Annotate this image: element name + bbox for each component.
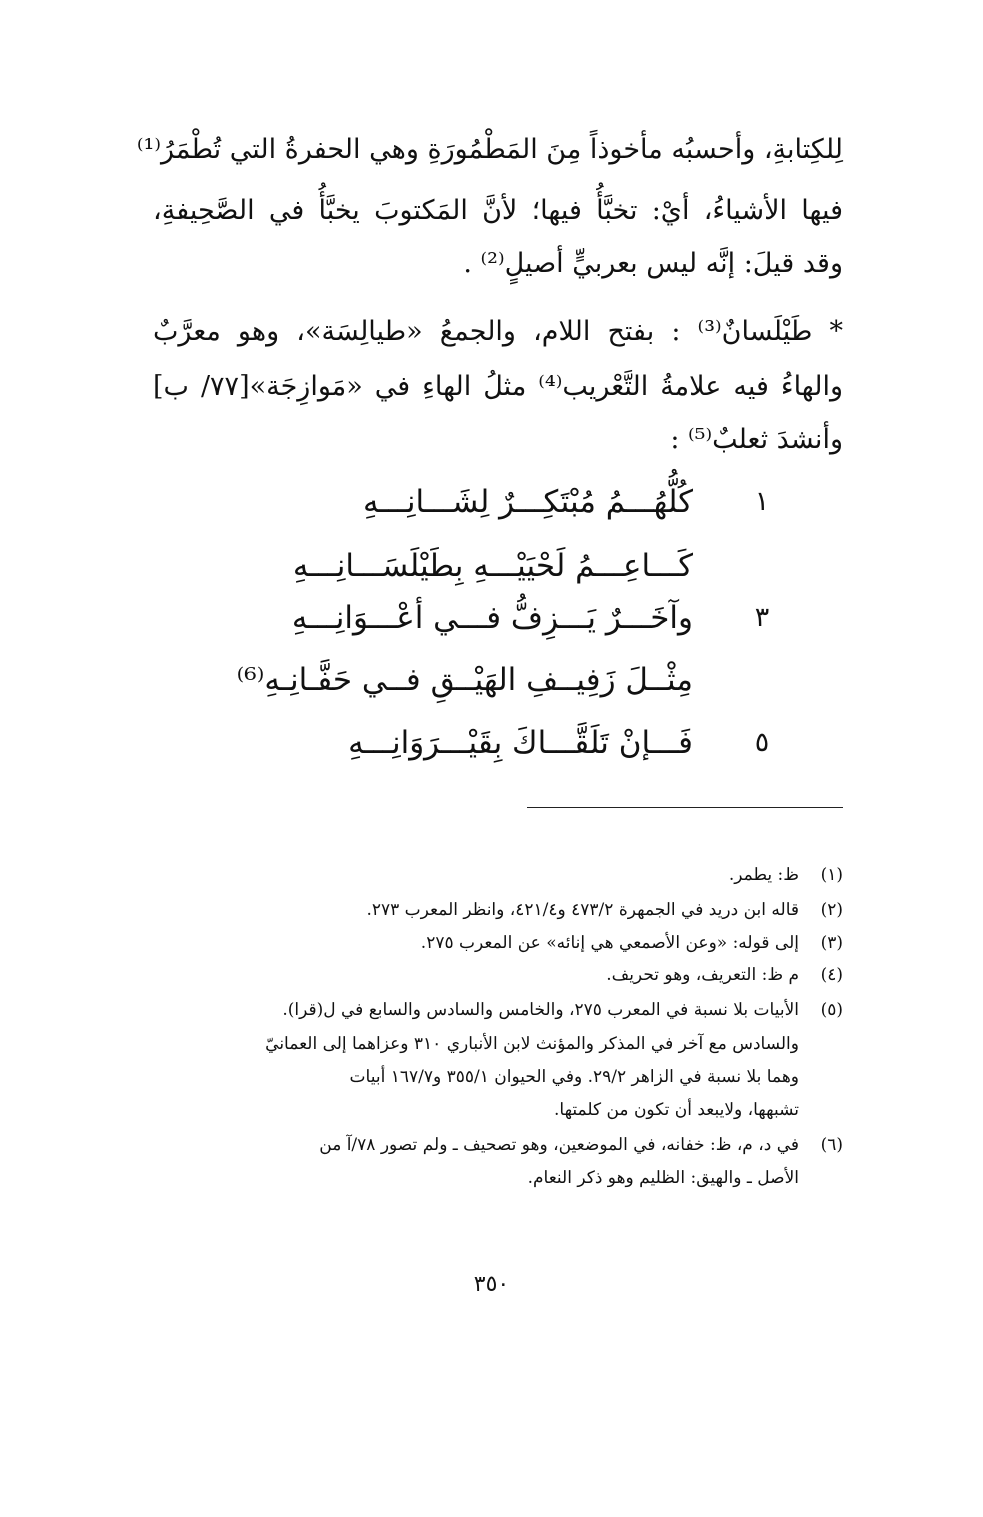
verse-line: كَـــاعِـــمُ لَحْيَيْـــهِ بِطَيْلَسَـــانِـــهِ — [292, 548, 693, 584]
footnote-text: الأبيات بلا نسبة في المعرب ٢٧٥، والخامس والسادس والسابع في ل(قرا). — [282, 1000, 799, 1020]
entry-taylasan-line-2: والهاءُ فيه علامةُ التَّعْريب⁽⁴⁾ مثلُ الهاءِ في «مَوازِجَة»[٧٧/ ب] — [153, 371, 844, 402]
footnote-number: (٢) — [820, 900, 843, 920]
footnote-5-line-4: تشبهها، ولايبعد أن تكون من كلمتها. — [553, 1100, 799, 1120]
footnote-text: م ظ: التعريف، وهو تحريف. — [606, 965, 799, 985]
verse-line: كُلُّهُـــمُ مُبْتَكِـــرٌ لِشَـــانِـــهِ — [363, 484, 693, 520]
entry-taylasan-line-1: * طَيْلَسانٌ⁽³⁾ : بفتح اللام، والجمعُ «طيالِسَة»، وهو معرَّبٌ — [153, 316, 843, 347]
main-text-line-3: وقد قيلَ: إنَّه ليس بعربيٍّ أصيلٍ⁽²⁾ . — [463, 248, 843, 279]
verse-line: مِثْــلَ زَفِيــفِ الهَيْــقِ فــي حَفَّـانِـهِ⁽⁶⁾ — [236, 662, 693, 698]
footnote-4 — [606, 962, 843, 989]
verse-number: ٥ — [754, 727, 770, 758]
entry-taylasan-line-3: وأنشدَ ثعلبٌ⁽⁵⁾ : — [670, 424, 843, 455]
page-number: ٣٥٠ — [473, 1272, 510, 1297]
footnote-text: إلى قوله: «وعن الأصمعي هي إنائه» عن المعرب ٢٧٥. — [420, 933, 799, 953]
footnote-number: (٥) — [820, 1000, 843, 1020]
footnote-1 — [729, 862, 843, 889]
footnote-5-line-3: وهما بلا نسبة في الزاهر ٢٩/٢. وفي الحيوان ٣٥٥/١ و١٦٧/٧ أبيات — [349, 1067, 799, 1087]
verse-line: وآخَـــرٌ يَـــزِفُّ فـــي أعْـــوَانِـــهِ — [291, 600, 693, 636]
footnote-divider — [527, 807, 843, 808]
footnote-6-line-2: الأصل ـ والهيق: الظليم وهو ذكر النعام. — [527, 1168, 799, 1188]
footnote-5 — [282, 997, 843, 1024]
footnote-number: (١) — [820, 865, 843, 885]
footnote-3 — [421, 930, 843, 957]
verse-line: فَـــإنْ تَلَقَّـــاكَ بِقَيْـــرَوَانِـــهِ — [348, 725, 693, 761]
footnote-2 — [366, 897, 843, 924]
footnote-number: (٤) — [820, 965, 843, 985]
footnote-text: في د، م، ظ: خفانه، في الموضعين، وهو تصحيف ـ ولم تصور ٧٨/آ من — [319, 1135, 799, 1155]
footnote-number: (٣) — [820, 933, 843, 953]
main-text-line-1: لِلكِتابةِ، وأحسبُه مأخوذاً مِنَ المَطْمُورَةِ وهي الحفرةُ التي تُطْمَرُ⁽¹⁾ — [136, 134, 843, 165]
footnote-6 — [319, 1132, 843, 1159]
verse-number: ١ — [754, 486, 770, 517]
main-text-line-2: فيها الأشياءُ، أيْ: تخبَّأُ فيها؛ لأنَّ المَكتوبَ يخبَّأُ في الصَّحِيفةِ، — [153, 195, 843, 226]
verse-number: ٣ — [754, 602, 770, 633]
footnote-number: (٦) — [820, 1135, 843, 1155]
footnote-5-line-2: والسادس مع آخر في المذكر والمؤنث لابن الأنباري ٣١٠ وعزاهما إلى العمانيّ — [265, 1034, 799, 1054]
footnote-text: قاله ابن دريد في الجمهرة ٤٧٣/٢ و٤٢١/٤، وانظر المعرب ٢٧٣. — [366, 900, 799, 920]
footnote-text: ظ: يطمر. — [728, 865, 799, 885]
